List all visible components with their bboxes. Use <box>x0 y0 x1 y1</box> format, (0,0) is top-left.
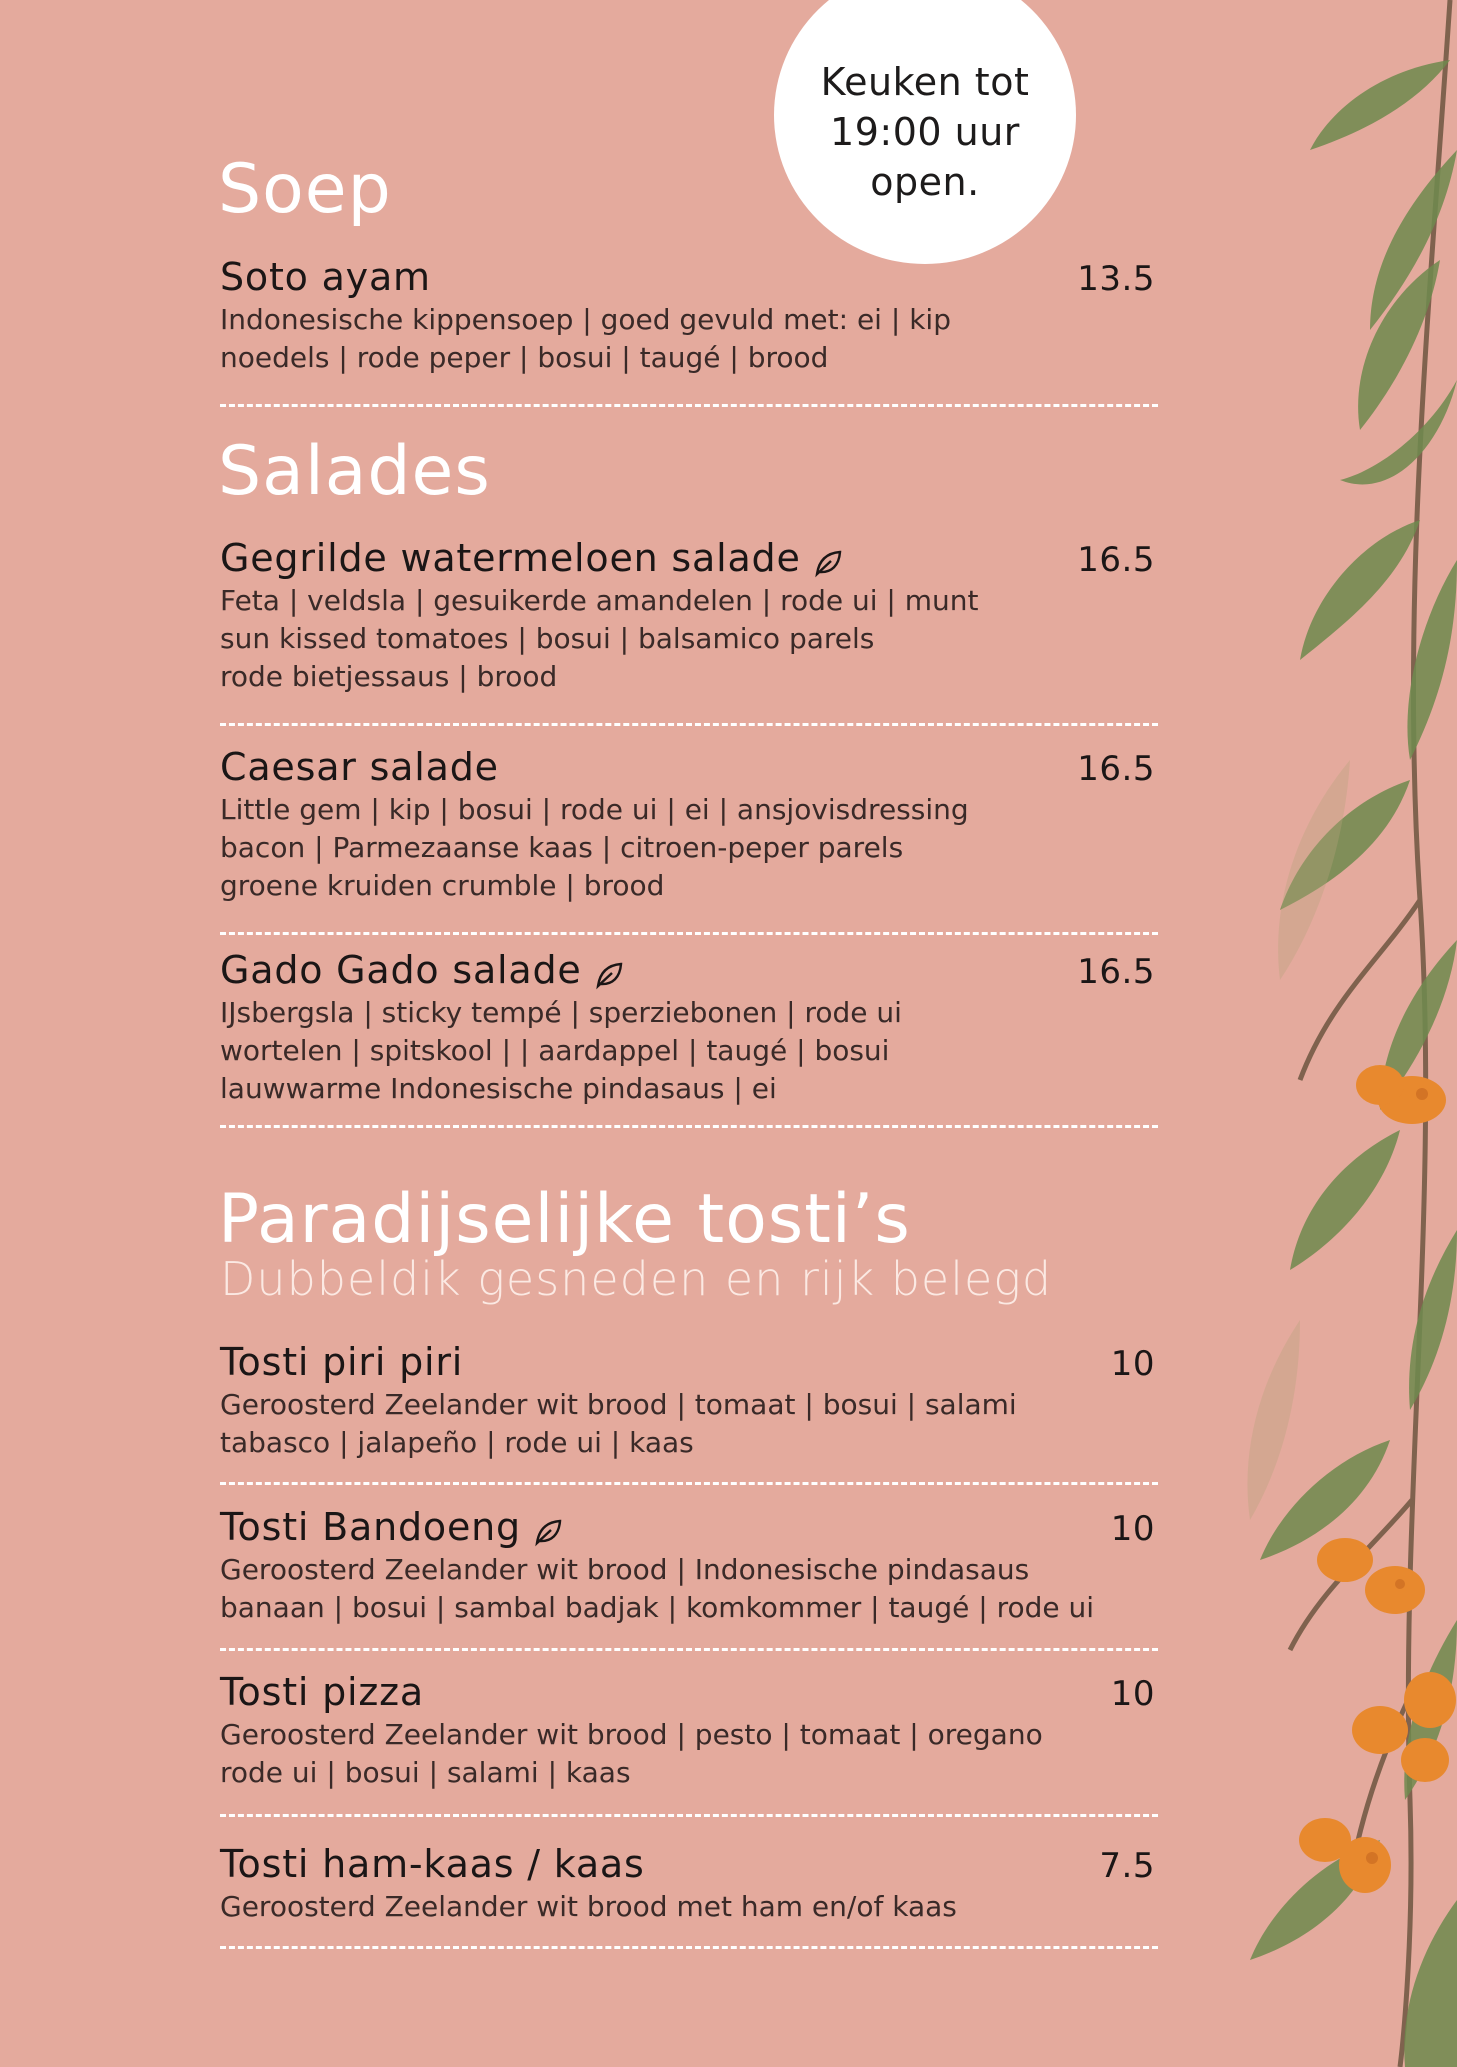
menu-item-tosti-piri-piri <box>220 1340 1155 1462</box>
item-price: 10 <box>1110 1509 1155 1549</box>
item-description: Geroosterd Zeelander wit brood | pesto | tomaat | oregano rode ui | bosui | salami | kaas <box>220 1718 1043 1789</box>
leaf-icon <box>533 1512 563 1542</box>
menu-item-soto-ayam <box>220 255 1155 377</box>
leaf-icon <box>813 543 843 573</box>
divider <box>220 1482 1158 1485</box>
item-price: 16.5 <box>1077 749 1155 789</box>
sea-buckthorn-branch-illustration <box>1150 0 1457 2067</box>
item-description: Geroosterd Zeelander wit brood | tomaat | bosui | salami tabasco | jalapeño | rode ui | kaas <box>220 1388 1017 1459</box>
item-description: Little gem | kip | bosui | rode ui | ei | ansjovisdressing bacon | Parmezaanse kaas | citroen-peper parels groene kruiden crumble | brood <box>220 793 969 902</box>
item-price: 7.5 <box>1099 1846 1155 1886</box>
divider <box>220 1648 1158 1651</box>
section-title-salades: Salades <box>218 432 491 511</box>
kitchen-hours-text: Keuken tot 19:00 uur open. <box>820 60 1030 204</box>
item-name: Caesar salade <box>220 745 499 789</box>
item-name: Tosti Bandoeng <box>220 1505 563 1549</box>
item-price: 16.5 <box>1077 952 1155 992</box>
section-subtitle-tostis: Dubbeldik gesneden en rijk belegd <box>220 1252 1053 1306</box>
divider <box>220 1125 1158 1128</box>
item-description: IJsbergsla | sticky tempé | sperziebonen | rode ui wortelen | spitskool | | aardappel | taugé | bosui lauwwarme Indonesische pindasaus | ei <box>220 996 902 1105</box>
item-name: Gado Gado salade <box>220 948 624 992</box>
divider <box>220 723 1158 726</box>
kitchen-hours-badge <box>774 0 1076 264</box>
section-title-tostis: Paradijselijke tosti’s <box>218 1180 911 1259</box>
item-description: Geroosterd Zeelander wit brood met ham en/of kaas <box>220 1890 957 1923</box>
divider <box>220 1946 1158 1949</box>
divider <box>220 932 1158 935</box>
item-price: 16.5 <box>1077 540 1155 580</box>
item-name: Tosti pizza <box>220 1670 424 1714</box>
item-description: Indonesische kippensoep | goed gevuld met: ei | kip noedels | rode peper | bosui | taugé | brood <box>220 303 951 374</box>
menu-item-tosti-pizza <box>220 1670 1155 1792</box>
menu-item-watermeloen-salade <box>220 536 1155 696</box>
item-description: Geroosterd Zeelander wit brood | Indonesische pindasaus banaan | bosui | sambal badjak | komkommer | taugé | rode ui <box>220 1553 1095 1624</box>
divider <box>220 1814 1158 1817</box>
item-price: 10 <box>1110 1674 1155 1714</box>
item-name: Tosti ham-kaas / kaas <box>220 1842 645 1886</box>
item-name: Gegrilde watermeloen salade <box>220 536 843 580</box>
item-name: Soto ayam <box>220 255 431 299</box>
section-title-soep: Soep <box>218 150 392 229</box>
item-name: Tosti piri piri <box>220 1340 464 1384</box>
menu-item-caesar-salade <box>220 745 1155 905</box>
menu-item-gado-gado-salade <box>220 948 1155 1108</box>
menu-item-tosti-ham-kaas <box>220 1842 1155 1926</box>
item-price: 10 <box>1110 1344 1155 1384</box>
menu-item-tosti-bandoeng <box>220 1505 1155 1627</box>
divider <box>220 404 1158 407</box>
leaf-icon <box>594 955 624 985</box>
item-price: 13.5 <box>1077 259 1155 299</box>
item-description: Feta | veldsla | gesuikerde amandelen | rode ui | munt sun kissed tomatoes | bosui | balsamico parels rode bietjessaus | brood <box>220 584 979 693</box>
